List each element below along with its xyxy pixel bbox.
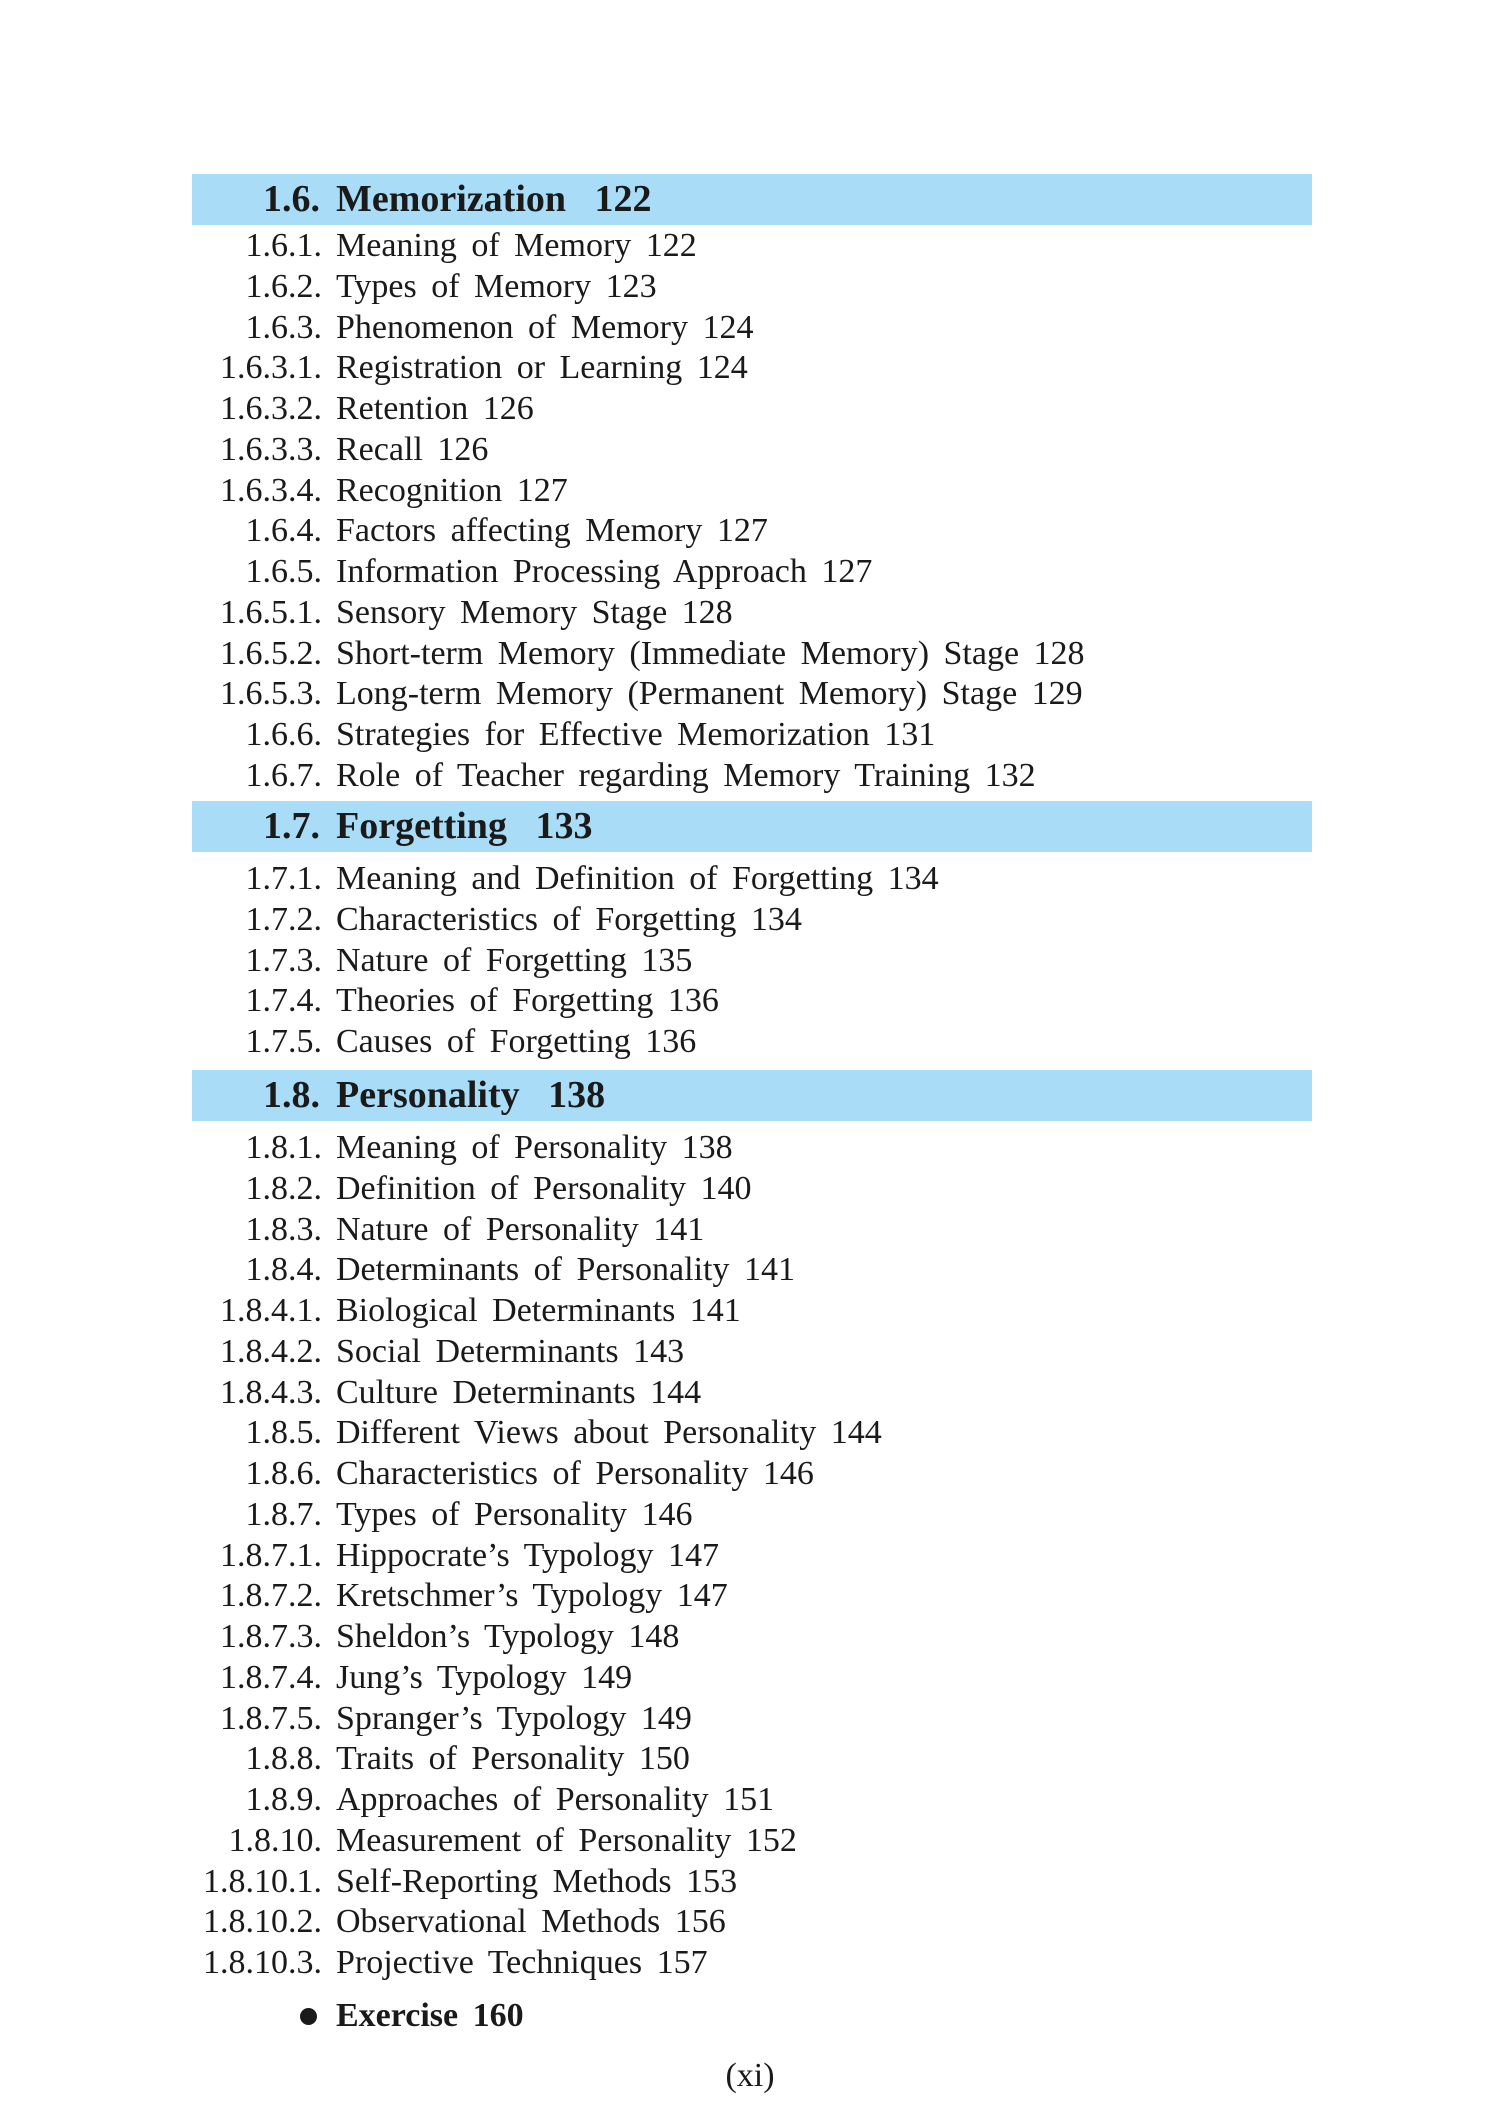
entry-title: Determinants of Personality 141 [336,1251,795,1289]
entry-title: Culture Determinants 144 [336,1373,702,1411]
entry-title: Meaning of Personality 138 [336,1129,733,1166]
entry-number: 1.7.1. [245,860,322,897]
entry-number: 1.7.3. [245,941,322,979]
entry-title: Meaning and Definition of Forgetting 134 [336,860,939,897]
entry-number: 1.8.6. [245,1455,322,1492]
entry-title: Sensory Memory Stage 128 [336,593,733,631]
entry-number: 1.8.4.2. [220,1332,322,1370]
entry-number: 1.6.2. [245,267,322,305]
entry-number: 1.6.5. [245,553,322,590]
entry-number: 1.8.8. [245,1740,322,1778]
entry-number: 1.8.5. [245,1414,322,1452]
entry-number: 1.6.3. [245,308,322,346]
entry-title: Characteristics of Personality 146 [336,1455,814,1492]
toc-entry [0,1291,1500,1331]
toc-entry [0,1495,1500,1535]
toc-entry [0,1943,1500,1983]
toc-entry [0,1128,1500,1168]
section-title: Personality 138 [336,1074,606,1116]
entry-title: Hippocrate’s Typology 147 [336,1536,719,1574]
toc-entry [0,1332,1500,1372]
entry-number: 1.6.1. [245,227,322,264]
entry-title: Long-term Memory (Permanent Memory) Stage 129 [336,675,1083,713]
toc-entry [0,348,1500,388]
section-number: 1.7. [263,805,320,847]
toc-entry [0,593,1500,633]
exercise-entry [0,1994,1500,2038]
entry-number: 1.6.6. [245,716,322,753]
entry-title: Nature of Forgetting 135 [336,941,693,979]
entry-title: Meaning of Memory 122 [336,227,697,264]
entry-title: Projective Techniques 157 [336,1944,708,1981]
toc-entry [0,981,1500,1021]
entry-number: 1.8.7.1. [220,1536,322,1574]
entry-title: Social Determinants 143 [336,1332,685,1370]
section-heading [192,174,1312,225]
section-number: 1.8. [263,1074,320,1116]
bullet-icon [300,2008,317,2025]
entry-title: Sheldon’s Typology 148 [336,1618,680,1655]
toc-entry [0,1821,1500,1861]
entry-number: 1.8.4.1. [220,1292,322,1329]
entry-number: 1.8.9. [245,1781,322,1818]
toc-entry [0,308,1500,348]
entry-title: Definition of Personality 140 [336,1169,752,1207]
section-title: Forgetting 133 [336,805,593,847]
entry-number: 1.8.7. [245,1495,322,1533]
toc-entry [0,1413,1500,1453]
entry-number: 1.8.7.4. [220,1658,322,1696]
entry-number: 1.6.7. [245,756,322,794]
entry-title: Recognition 127 [336,471,568,509]
entry-title: Spranger’s Typology 149 [336,1699,692,1737]
entry-title: Recall 126 [336,430,489,468]
toc-entry [0,1862,1500,1902]
section-heading [192,801,1312,852]
entry-number: 1.8.7.5. [220,1699,322,1737]
entry-title: Self-Reporting Methods 153 [336,1862,738,1900]
toc-entry [0,389,1500,429]
section-heading [192,1070,1312,1121]
toc-entry [0,1022,1500,1062]
entry-number: 1.8.7.2. [220,1577,322,1615]
toc-entry [0,1739,1500,1779]
entry-title: Phenomenon of Memory 124 [336,308,754,346]
toc-entry [0,674,1500,714]
toc-entry [0,1210,1500,1250]
entry-title: Nature of Personality 141 [336,1210,705,1248]
entry-title: Types of Memory 123 [336,267,657,305]
toc-entry [0,900,1500,940]
exercise-title: Exercise 160 [336,1997,524,2034]
toc-entry [0,634,1500,674]
entry-number: 1.6.5.3. [220,675,322,713]
entry-number: 1.6.3.2. [220,390,322,427]
entry-number: 1.8.2. [245,1169,322,1207]
toc-entry [0,511,1500,551]
toc-entry [0,552,1500,592]
toc-entry [0,859,1500,899]
toc-entry [0,471,1500,511]
entry-number: 1.6.5.1. [220,593,322,631]
entry-title: Approaches of Personality 151 [336,1781,775,1818]
entry-title: Types of Personality 146 [336,1495,693,1533]
entry-title: Role of Teacher regarding Memory Training 132 [336,756,1036,794]
toc-entry [0,1658,1500,1698]
entry-title: Different Views about Personality 144 [336,1414,882,1452]
section-number: 1.6. [263,178,320,220]
entry-title: Measurement of Personality 152 [336,1821,797,1859]
entry-number: 1.6.5.2. [220,634,322,672]
entry-title: Kretschmer’s Typology 147 [336,1577,728,1615]
entry-title: Registration or Learning 124 [336,349,748,387]
entry-number: 1.7.4. [245,982,322,1020]
entry-title: Factors affecting Memory 127 [336,512,768,550]
entry-number: 1.8.3. [245,1210,322,1248]
entry-number: 1.6.3.1. [220,349,322,387]
toc-entry [0,1617,1500,1657]
toc-entry [0,1454,1500,1494]
entry-title: Biological Determinants 141 [336,1292,741,1329]
entry-number: 1.8.1. [245,1129,322,1166]
entry-number: 1.8.10.1. [203,1862,322,1900]
entry-number: 1.8.10.3. [203,1944,322,1981]
toc-entry [0,715,1500,755]
toc-entry [0,1169,1500,1209]
toc-entry [0,1902,1500,1942]
entry-number: 1.8.10. [228,1821,322,1859]
entry-title: Observational Methods 156 [336,1903,726,1941]
toc-entry [0,756,1500,796]
entry-title: Theories of Forgetting 136 [336,982,719,1020]
entry-title: Strategies for Effective Memorization 131 [336,716,936,753]
page-number: (xi) [725,2057,775,2094]
toc-entry [0,941,1500,981]
entry-number: 1.7.5. [245,1023,322,1060]
toc-entry [0,226,1500,266]
toc-entry [0,1373,1500,1413]
entry-number: 1.6.4. [245,512,322,550]
toc-entry [0,1536,1500,1576]
toc-entry [0,1699,1500,1739]
entry-title: Causes of Forgetting 136 [336,1023,697,1060]
entry-number: 1.8.4.3. [220,1373,322,1411]
toc-entry [0,1576,1500,1616]
entry-number: 1.8.7.3. [220,1618,322,1655]
entry-title: Traits of Personality 150 [336,1740,690,1778]
entry-title: Information Processing Approach 127 [336,553,873,590]
entry-title: Jung’s Typology 149 [336,1658,633,1696]
entry-number: 1.6.3.3. [220,430,322,468]
entry-number: 1.6.3.4. [220,471,322,509]
toc-entry [0,1250,1500,1290]
entry-number: 1.7.2. [245,900,322,938]
entry-title: Characteristics of Forgetting 134 [336,900,802,938]
entry-number: 1.8.10.2. [203,1903,322,1941]
entry-title: Short-term Memory (Immediate Memory) Stage 128 [336,634,1085,672]
entry-number: 1.8.4. [245,1251,322,1289]
toc-entry [0,267,1500,307]
entry-title: Retention 126 [336,390,534,427]
section-title: Memorization 122 [336,178,652,220]
toc-entry [0,1780,1500,1820]
toc-entry [0,430,1500,470]
